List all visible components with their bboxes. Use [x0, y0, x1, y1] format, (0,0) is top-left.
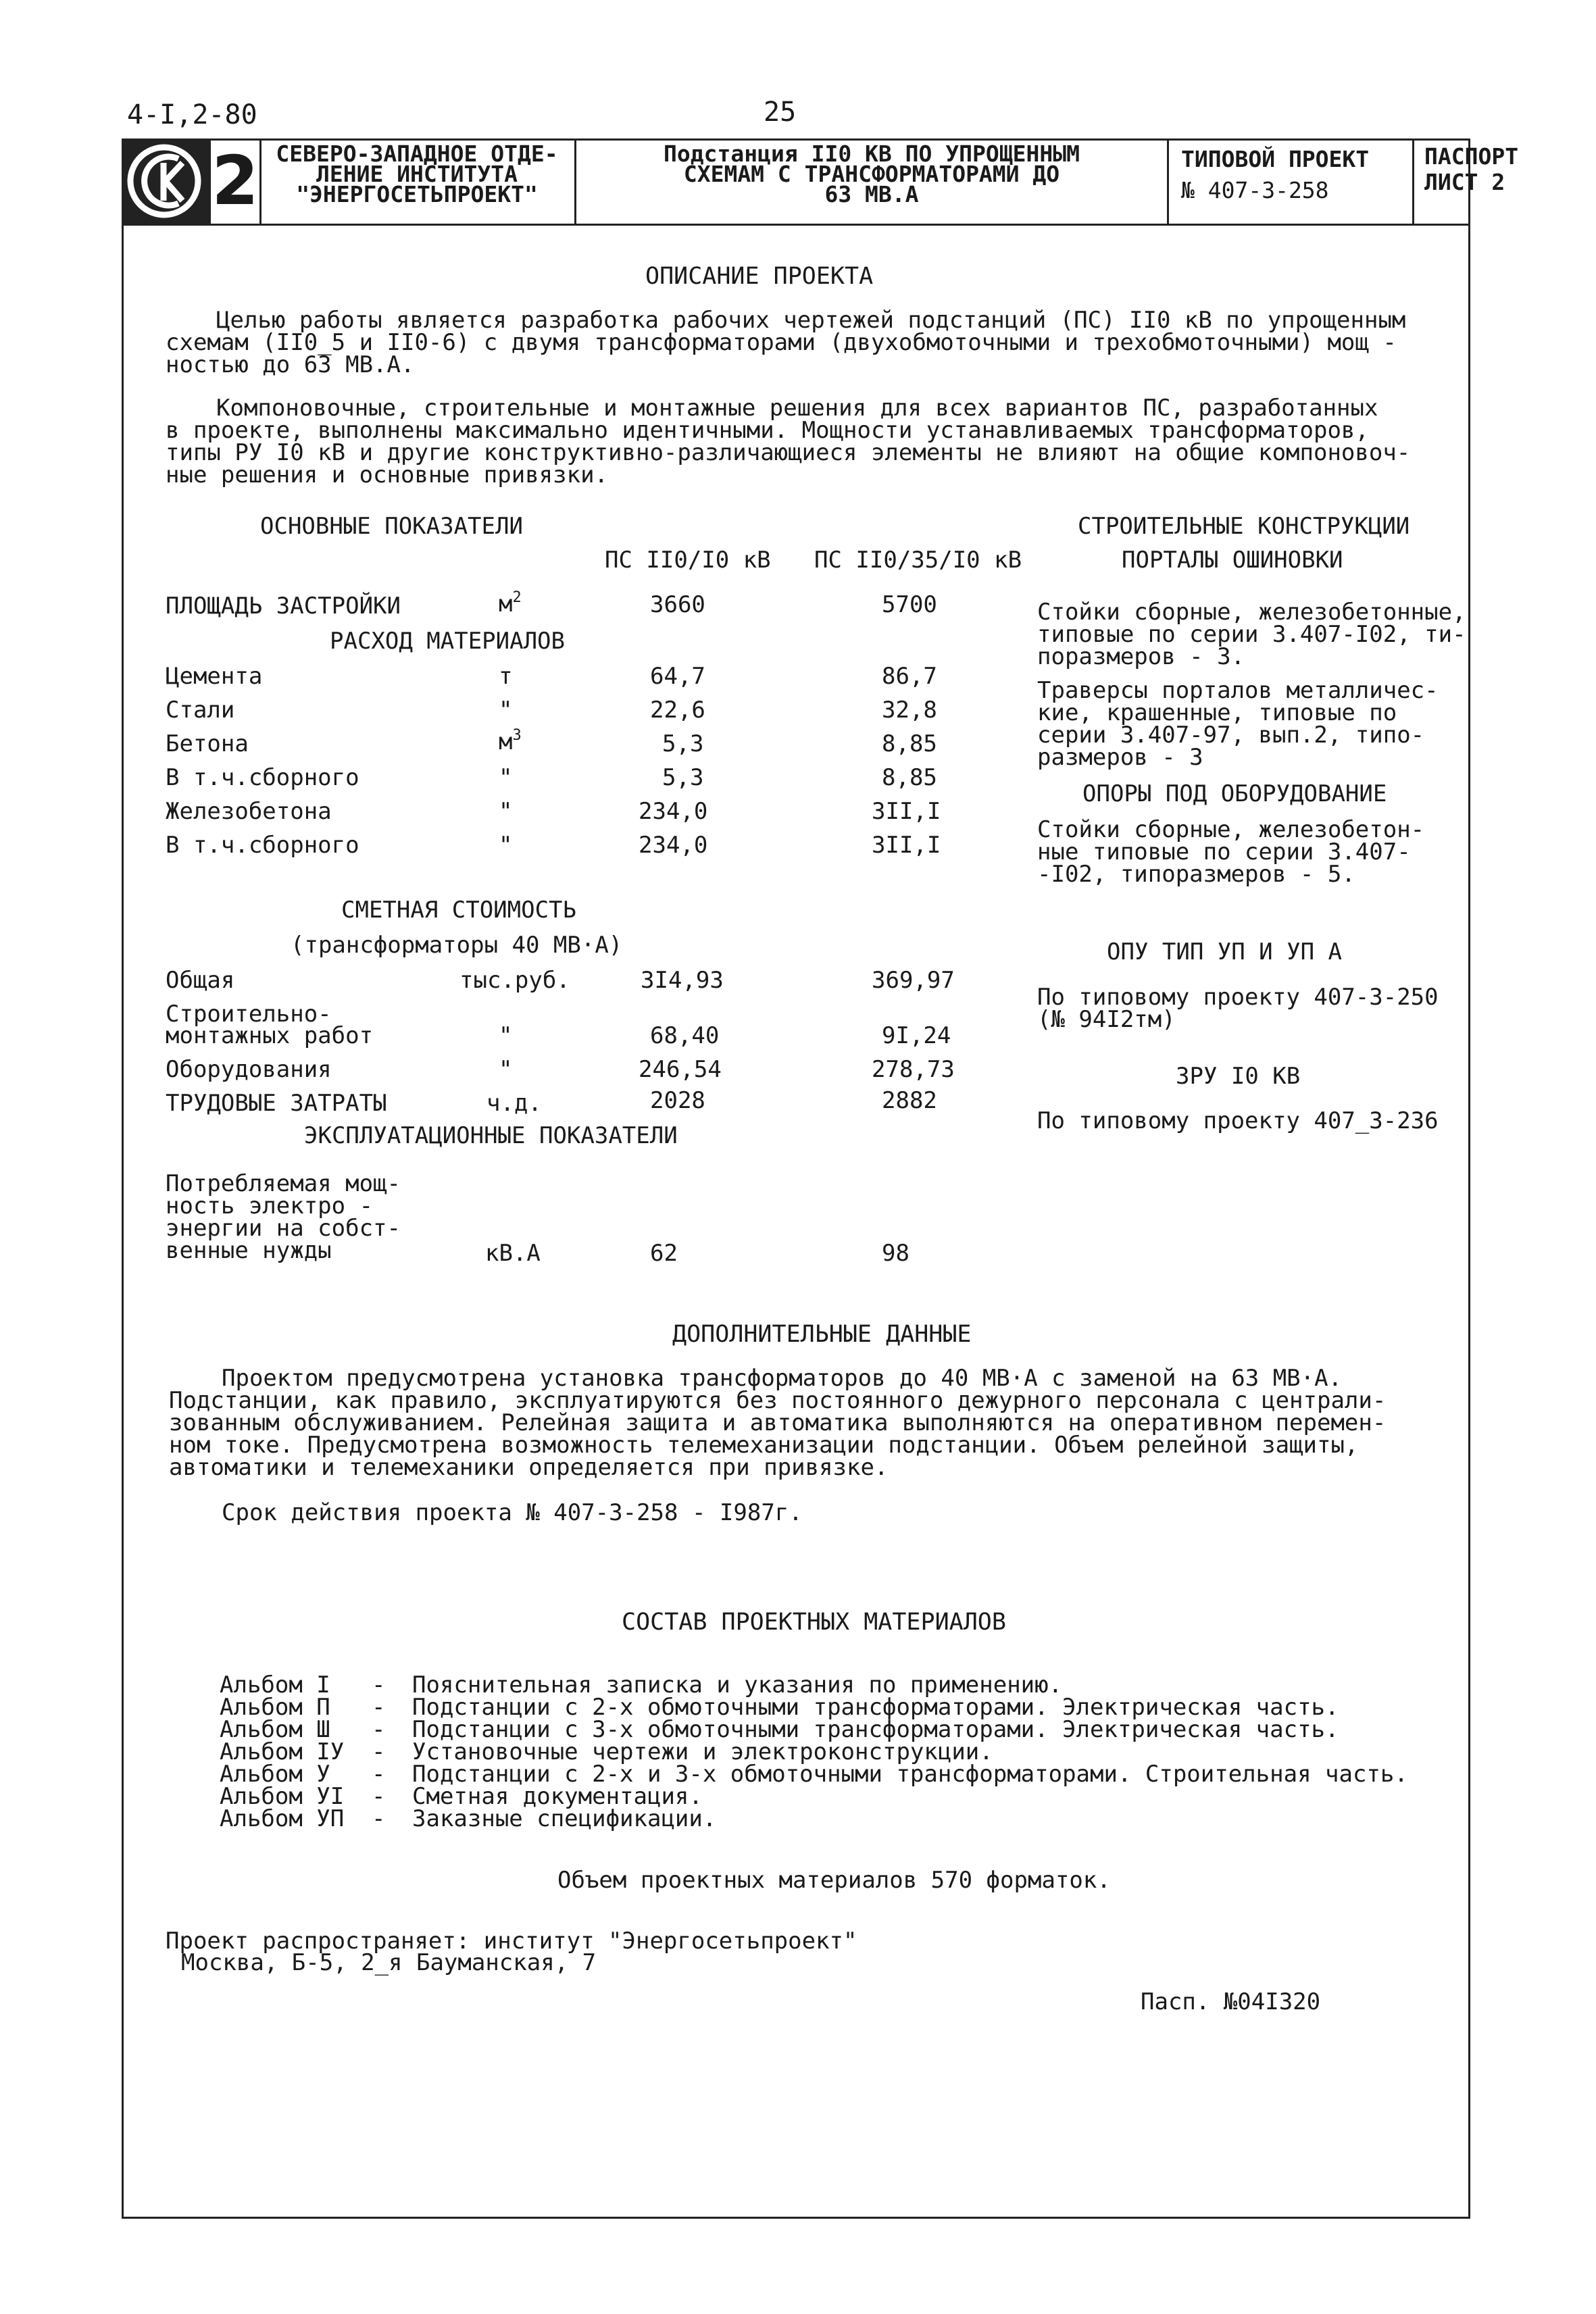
description-paragraph-1	[166, 309, 1456, 376]
cost-equipment-value-1: 246,54	[639, 1056, 722, 1083]
text-line: Стойки сборные, железобетонные,	[1037, 599, 1466, 626]
album-description: Подстанции с 2-х обмоточными трансформаторами. Электрическая часть.	[412, 1694, 1339, 1721]
albums-list	[220, 1671, 1463, 1832]
material-value-1: 22,6	[650, 697, 705, 724]
dash: -	[372, 1738, 386, 1765]
area-value-1: 3660	[650, 591, 705, 618]
subject-cell	[578, 141, 1166, 207]
text-line: Подстанции, как правило, эксплуатируются без постоянного дежурного персонала с централи-	[169, 1387, 1387, 1414]
cost-subtitle: (трансформаторы 40 МВ·А)	[291, 932, 623, 959]
material-label: Цемента	[166, 663, 263, 690]
list-item	[220, 1763, 1463, 1786]
passport-number: Пасп. №04I320	[1141, 1988, 1321, 2015]
text-line: автоматики и телемеханики определяется при привязке.	[169, 1454, 889, 1481]
dash: -	[372, 1694, 386, 1721]
album-description: Подстанции с 2-х и 3-х обмоточными трансформаторами. Строительная часть.	[412, 1761, 1408, 1788]
opu-title: ОПУ ТИП УП И УП А	[1107, 938, 1342, 965]
column-header-2: ПС II0/35/I0 кВ	[814, 547, 1022, 574]
text-line: Траверсы порталов металличес-	[1037, 677, 1439, 704]
cost-construction-label-1: Строительно-	[166, 1001, 332, 1028]
album-name: Альбом Ш	[220, 1716, 330, 1743]
material-value-1: 5,3	[662, 730, 704, 757]
cost-total-value-2: 369,97	[872, 967, 955, 994]
zru-title: ЗРУ I0 КВ	[1176, 1063, 1301, 1090]
organization-line: "ЭНЕРГОСЕТЬПРОЕКТ"	[296, 181, 538, 207]
text-line: типовые по серии 3.407-I02, ти-	[1037, 621, 1466, 648]
cost-construction-label-2: монтажных работ	[166, 1022, 374, 1049]
text-line: энергии на собст-	[166, 1215, 401, 1242]
text-line: Проектом предусмотрена установка трансформаторов до 40 МВ·А с заменой на 63 МВ·А.	[222, 1365, 1343, 1392]
text-line: -I02, типоразмеров - 5.	[1037, 861, 1355, 888]
subject-line: СХЕМАМ С ТРАНСФОРМАТОРАМИ ДО	[683, 161, 1060, 187]
organization-cell	[261, 141, 572, 207]
text-line: кие, крашенные, типовые по	[1037, 699, 1397, 726]
power-label	[166, 1170, 436, 1264]
text-line: серии 3.407-97, вып.2, типо-	[1037, 722, 1425, 749]
subject-line: Подстанция II0 КВ ПО УПРОЩЕННЫМ	[664, 141, 1080, 167]
text-line: По типовому проекту 407-3-250	[1037, 984, 1439, 1011]
dash: -	[372, 1761, 386, 1788]
text-line: поразмеров - 3.	[1037, 643, 1245, 670]
area-label: ПЛОЩАДЬ ЗАСТРОЙКИ	[166, 593, 401, 620]
material-unit: т	[499, 663, 513, 690]
labor-unit: ч.д.	[487, 1090, 542, 1117]
album-name: Альбом УП	[220, 1805, 345, 1832]
cost-construction-unit: "	[499, 1022, 513, 1049]
additional-title: ДОПОЛНИТЕЛЬНЫЕ ДАННЫЕ	[672, 1321, 972, 1348]
album-description: Заказные спецификации.	[412, 1805, 717, 1832]
title-block	[122, 139, 1519, 226]
organization-line: ЛЕНИЕ ИНСТИТУТА	[316, 161, 518, 187]
distributor-line-2: Москва, Б-5, 2_я Бауманская, 7	[181, 1949, 597, 1976]
cost-equipment-value-2: 278,73	[872, 1056, 955, 1083]
project-cell	[1170, 144, 1424, 206]
power-unit: кВ.А	[485, 1240, 541, 1267]
text-line: Стойки сборные, железобетон-	[1037, 816, 1425, 843]
project-label: ТИПОВОЙ ПРОЕКТ	[1181, 146, 1370, 172]
material-value-1: 234,0	[639, 832, 708, 859]
album-name: Альбом УI	[220, 1783, 345, 1810]
page-number: 25	[764, 97, 797, 128]
supports-title: ОПОРЫ ПОД ОБОРУДОВАНИЕ	[1082, 780, 1387, 807]
unit-superscript: 3	[512, 727, 522, 744]
area-unit	[499, 589, 522, 618]
album-description: Подстанции с 3-х обмоточными трансформаторами. Электрическая часть.	[412, 1716, 1339, 1743]
album-name: Альбом П	[220, 1694, 330, 1721]
description-paragraph-2	[166, 397, 1456, 486]
cost-total-label: Общая	[166, 967, 235, 994]
cost-total-unit: тыс.руб.	[459, 967, 570, 994]
project-number: № 407-3-258	[1181, 177, 1329, 203]
text-line: ные типовые по серии 3.407-	[1037, 838, 1411, 865]
material-unit: "	[499, 697, 513, 724]
description-title: ОПИСАНИЕ ПРОЕКТА	[645, 263, 874, 290]
composition-title: СОСТАВ ПРОЕКТНЫХ МАТЕРИАЛОВ	[622, 1609, 1006, 1636]
sheet-label: ПАСПОРТ	[1424, 143, 1519, 170]
text-line: ностью до 63 МВ.А.	[166, 351, 415, 378]
material-value-2: 86,7	[882, 663, 937, 690]
zru-text: По типовому проекту 407_3-236	[1037, 1107, 1439, 1134]
material-label: В т.ч.сборного	[166, 832, 359, 859]
unit-text: м	[499, 728, 513, 755]
material-unit: "	[499, 798, 513, 825]
material-value-2: 3II,I	[872, 832, 941, 859]
labor-value-2: 2882	[882, 1087, 937, 1114]
volume-text: Объем проектных материалов 570 форматок.	[557, 1867, 1111, 1894]
text-line: ность электро -	[166, 1192, 374, 1219]
album-description: Установочные чертежи и электроконструкции.	[412, 1738, 993, 1765]
material-value-2: 32,8	[882, 697, 937, 724]
text-line: типы РУ I0 кВ и другие конструктивно-различающиеся элементы не влияют на общие компоновоч-	[166, 439, 1411, 466]
unit-superscript: 2	[512, 589, 522, 606]
material-value-1: 5,3	[662, 764, 704, 791]
text-line: ные решения и основные привязки.	[166, 461, 609, 488]
header-divider	[1167, 139, 1169, 224]
material-value-2: 8,85	[882, 730, 937, 757]
operation-title: ЭКСПЛУАТАЦИОННЫЕ ПОКАЗАТЕЛИ	[304, 1122, 678, 1149]
cost-equipment-label: Оборудования	[166, 1056, 332, 1083]
cost-equipment-unit: "	[499, 1056, 513, 1083]
text-line: Компоновочные, строительные и монтажные решения для всех вариантов ПС, разработанных	[216, 395, 1378, 422]
validity-text: Срок действия проекта № 407-3-258 - I987г.	[222, 1499, 803, 1526]
indicators-title: ОСНОВНЫЕ ПОКАЗАТЕЛИ	[260, 513, 523, 540]
labor-label: ТРУДОВЫЕ ЗАТРАТЫ	[166, 1090, 387, 1117]
ck-logo-icon	[122, 139, 211, 224]
dash: -	[372, 1671, 386, 1699]
header-divider	[1412, 139, 1414, 224]
list-item	[220, 1783, 1463, 1810]
material-label: Стали	[166, 697, 235, 724]
portals-text-2	[1037, 677, 1470, 771]
list-item	[220, 1805, 1463, 1832]
portals-title: ПОРТАЛЫ ОШИНОВКИ	[1122, 547, 1343, 574]
power-value-2: 98	[882, 1240, 909, 1267]
organization-line: СЕВЕРО-ЗАПАДНОЕ ОТДЕ-	[276, 141, 558, 167]
text-line: Потребляемая мощ-	[166, 1170, 401, 1197]
material-value-1: 64,7	[650, 663, 705, 690]
labor-value-1: 2028	[650, 1087, 705, 1114]
logo-mark	[122, 139, 211, 224]
album-name: Альбом IУ	[220, 1738, 345, 1765]
material-unit	[499, 728, 522, 753]
cost-construction-value-1: 68,40	[650, 1022, 720, 1049]
album-description: Сметная документация.	[412, 1783, 703, 1810]
dash: -	[372, 1783, 386, 1810]
text-line: Целью работы является разработка рабочих чертежей подстанций (ПС) II0 кВ по упрощенным	[216, 307, 1406, 334]
text-line: ном токе. Предусмотрена возможность телемеханизации подстанции. Объем релейной защиты,	[169, 1432, 1359, 1459]
material-value-2: 3II,I	[872, 798, 941, 825]
material-value-2: 8,85	[882, 764, 937, 791]
header-divider	[574, 139, 576, 224]
portals-text-1	[1037, 601, 1470, 668]
text-line: схемам (II0_5 и II0-6) с двумя трансформаторами (двухобмоточными и трехобмоточными) мощ -	[166, 329, 1397, 356]
text-line: размеров - 3	[1037, 744, 1203, 771]
material-label: В т.ч.сборного	[166, 764, 359, 791]
dash: -	[372, 1716, 386, 1743]
dash: -	[372, 1805, 386, 1832]
cost-title: СМЕТНАЯ СТОИМОСТЬ	[341, 897, 576, 924]
sheet-cell	[1416, 144, 1593, 195]
unit-text: м	[499, 590, 513, 618]
supports-text	[1037, 816, 1470, 888]
sheet-number: ЛИСТ 2	[1424, 169, 1505, 195]
column-header-1: ПС II0/I0 кВ	[605, 547, 771, 574]
document-code: 4-I,2-80	[127, 99, 257, 130]
material-label: Железобетона	[166, 798, 332, 825]
distributor-line-1: Проект распространяет: институт "Энергосетьпроект"	[166, 1928, 857, 1955]
additional-text	[169, 1367, 1460, 1479]
text-line: зованным обслуживанием. Релейная защита и автоматика выполняются на оперативном перемен-	[169, 1409, 1387, 1436]
construction-title: СТРОИТЕЛЬНЫЕ КОНСТРУКЦИИ	[1078, 513, 1410, 540]
material-value-1: 234,0	[639, 798, 708, 825]
text-line: в проекте, выполнены максимально идентичными. Мощности устанавливаемых трансформаторов,	[166, 417, 1369, 444]
area-value-2: 5700	[882, 591, 937, 618]
material-unit: "	[499, 764, 513, 791]
album-description: Пояснительная записка и указания по применению.	[412, 1671, 1063, 1699]
text-line: (№ 94I2тм)	[1037, 1006, 1176, 1033]
subject-line: 63 МВ.А	[824, 181, 919, 207]
opu-text	[1037, 986, 1470, 1031]
album-name: Альбом I	[220, 1671, 330, 1699]
album-name: Альбом У	[220, 1761, 330, 1788]
materials-title: РАСХОД МАТЕРИАЛОВ	[330, 628, 565, 655]
material-label: Бетона	[166, 730, 249, 757]
logo-number: 2	[211, 139, 261, 224]
cost-total-value-1: 3I4,93	[641, 967, 724, 994]
text-line: венные нужды	[166, 1237, 332, 1264]
cost-construction-value-2: 9I,24	[882, 1022, 951, 1049]
power-value-1: 62	[650, 1240, 678, 1267]
material-unit: "	[499, 832, 513, 859]
